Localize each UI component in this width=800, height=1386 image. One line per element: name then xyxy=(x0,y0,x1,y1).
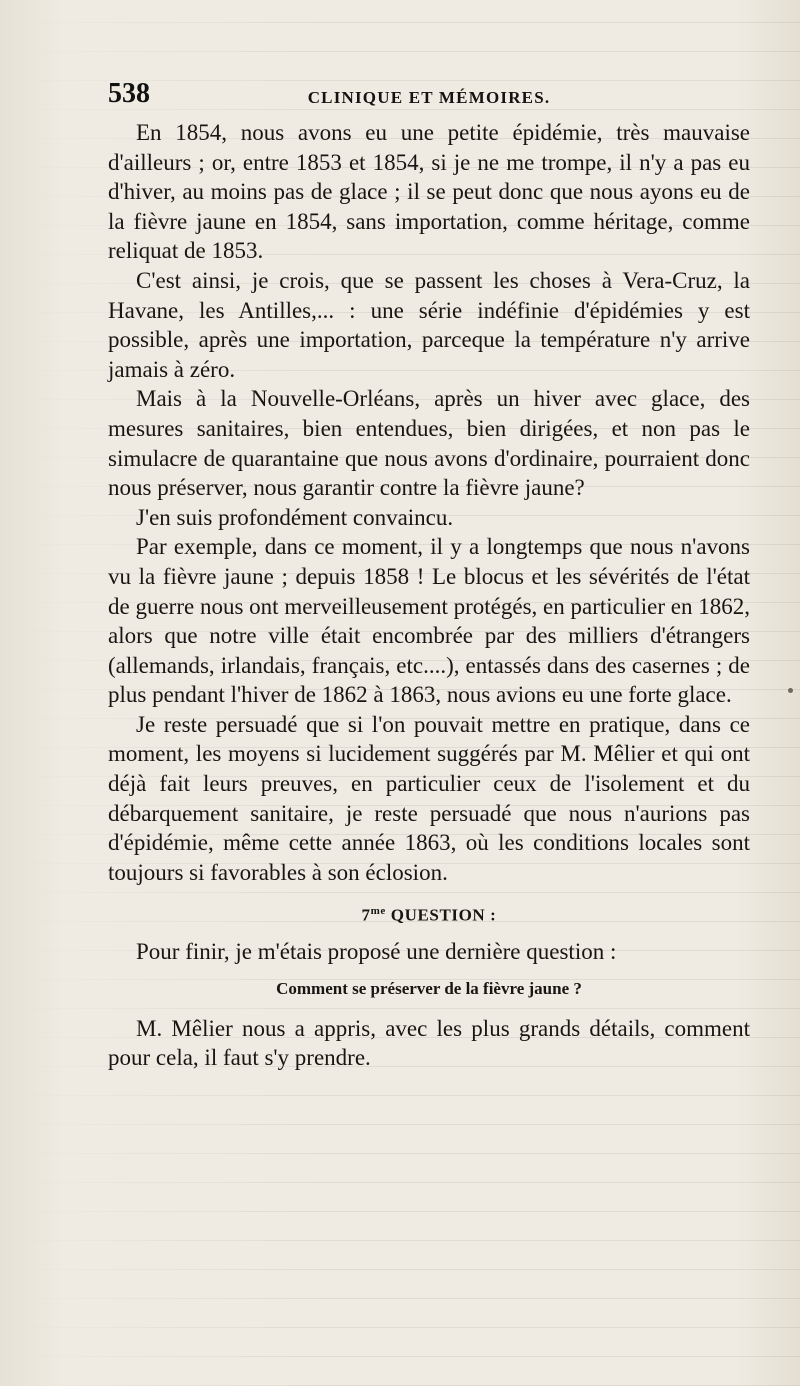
paragraph-1: En 1854, nous avons eu une petite épidémie, très mauvaise d'ailleurs ; or, entre 1853 et 1854, si je ne me trompe, il n'y a pas eu d'hiver, au moins pas de glace ; il se peut donc que nous ayons eu de la fièvre jaune en 1854, sans importation, comme héritage, comme reliquat de 1853. xyxy=(108,120,750,264)
page-header xyxy=(108,78,750,118)
paragraph-6: Je reste persuadé que si l'on pouvait mettre en pratique, dans ce moment, les moyens si lucidement suggérés par M. Mêlier et qui ont déjà fait leurs preuves, en particulier ceux de l'isolement et du débarquement sanitaire, je reste persuadé que nous n'aurions pas d'épidémie, même cette année 1863, où les conditions locales sont toujours si favorables à son éclosion. xyxy=(108,711,750,885)
section-label: QUESTION : xyxy=(390,906,497,926)
section-heading xyxy=(108,897,750,930)
section-suffix: me xyxy=(370,905,386,918)
intro-paragraph: Pour finir, je m'étais proposé une dernière question : xyxy=(136,938,617,964)
final-paragraph: M. Mêlier nous a appris, avec les plus grands détails, comment pour cela, il faut s'y prendre. xyxy=(108,1015,750,1071)
paragraph-5: Par exemple, dans ce moment, il y a longtemps que nous n'avons vu la fièvre jaune ; depuis 1858 ! Le blocus et les sévérités de l'état de guerre nous ont merveilleusement protégés, en particulier en 1862, alors que notre ville était encombrée par des milliers d'étrangers (allemands, irlandais, français, etc....), entassés dans des casernes ; de plus pendant l'hiver de 1862 à 1863, nous avions eu une forte glace. xyxy=(108,534,750,708)
page-number: 538 xyxy=(108,78,150,109)
paragraph-4: J'en suis profondément convaincu. xyxy=(136,504,454,530)
paragraph-3: Mais à la Nouvelle-Orléans, après un hiver avec glace, des mesures sanitaires, bien entendues, bien dirigées, et non pas le simulacre de quarantaine que nous avons d'ordinaire, pourraient donc nous préserver, nous garantir contre la fièvre jaune? xyxy=(108,386,750,501)
section-number: 7 xyxy=(361,906,371,926)
paragraph-2: C'est ainsi, je crois, que se passent les choses à Vera-Cruz, la Havane, les Antilles,... : une série indéfinie d'épidémies y est possible, après une importation, parceque la température n'y arrive jamais à zéro. xyxy=(108,267,750,382)
running-head: CLINIQUE ET MÉMOIRES. xyxy=(307,88,551,107)
margin-speck xyxy=(788,688,793,693)
question-title: Comment se préserver de la fièvre jaune ? xyxy=(276,979,582,999)
page-body xyxy=(108,118,750,1073)
